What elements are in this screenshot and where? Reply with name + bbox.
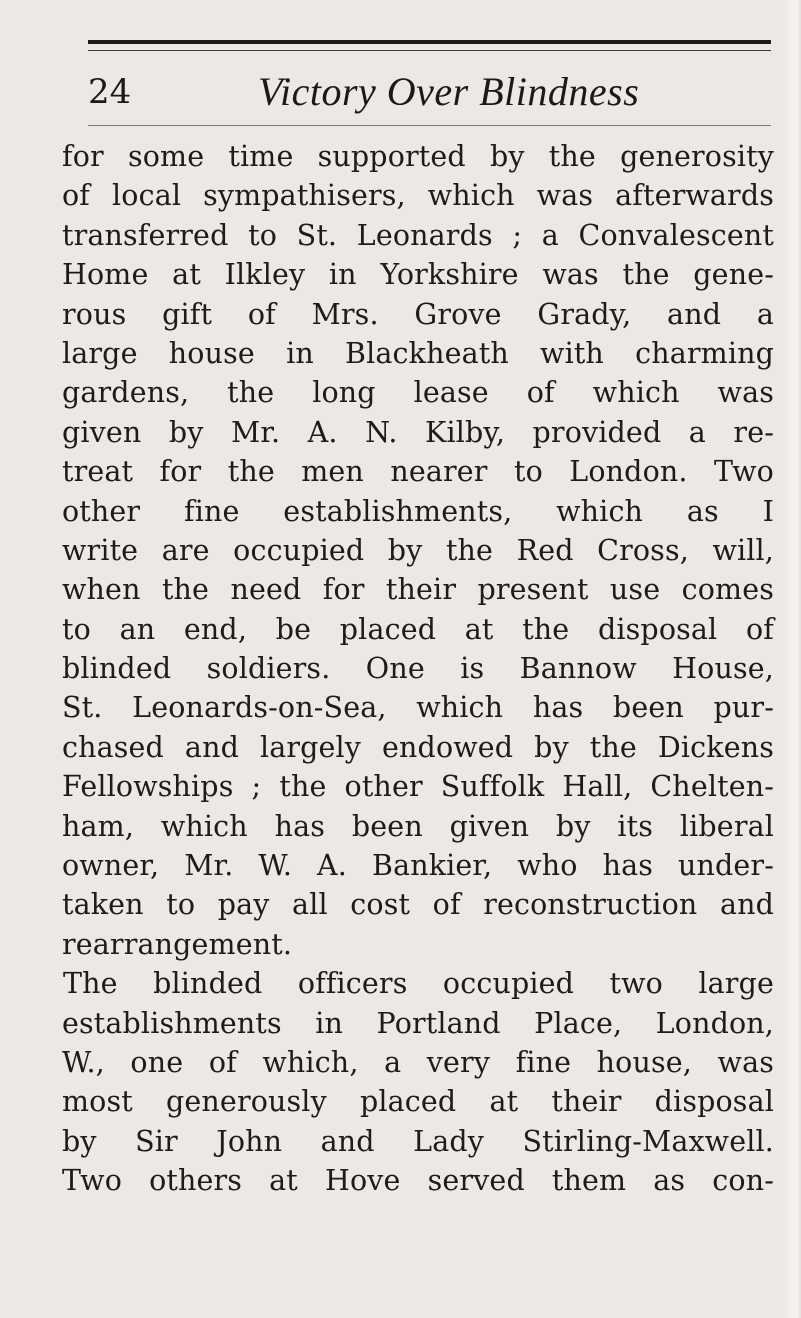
text-line: for some time supported by the generosity	[62, 140, 774, 173]
running-title: Victory Over Blindness	[258, 69, 640, 114]
text-line: gardens, the long lease of which was	[62, 376, 774, 410]
top-rule-thin	[88, 50, 771, 51]
text-line: other fine establishments, which as I	[62, 494, 774, 528]
text-line: W., one of which, a very fine house, was	[62, 1045, 774, 1079]
text-line: rearrangement.	[62, 927, 293, 961]
text-line: by Sir John and Lady Stirling-Maxwell.	[62, 1124, 774, 1158]
top-rule-thick	[88, 40, 771, 44]
text-line: when the need for their present use comes	[62, 573, 774, 607]
text-line: chased and largely endowed by the Dickens	[62, 730, 774, 764]
text-line: of local sympathisers, which was afterwards	[62, 179, 774, 213]
text-line: St. Leonards-on-Sea, which has been pur-	[62, 691, 774, 725]
text-line: owner, Mr. W. A. Bankier, who has under-	[62, 849, 774, 883]
text-line: establishments in Portland Place, London,	[62, 1006, 774, 1040]
text-line: Home at Ilkley in Yorkshire was the gene-	[62, 258, 774, 292]
text-line: most generously placed at their disposal	[62, 1085, 774, 1119]
running-header	[88, 70, 771, 120]
body-text	[62, 137, 774, 1201]
text-line: Two others at Hove served them as con-	[62, 1164, 774, 1198]
text-line: to an end, be placed at the disposal of	[62, 612, 774, 646]
text-line: taken to pay all cost of reconstruction and	[62, 888, 774, 922]
header-rule	[88, 125, 771, 126]
text-line: The blinded officers occupied two large	[63, 967, 774, 1001]
text-line: transferred to St. Leonards ; a Convalescent	[62, 218, 774, 252]
text-line: write are occupied by the Red Cross, will,	[62, 533, 774, 567]
text-line: given by Mr. A. N. Kilby, provided a re-	[62, 415, 774, 449]
text-line: ham, which has been given by its liberal	[62, 809, 774, 843]
text-line: blinded soldiers. One is Bannow House,	[62, 652, 774, 686]
page-edge	[787, 0, 801, 1318]
text-line: large house in Blackheath with charming	[62, 336, 774, 370]
page-number: 24	[88, 72, 132, 112]
text-line: Fellowships ; the other Suffolk Hall, Chelten-	[62, 770, 774, 804]
text-line: rous gift of Mrs. Grove Grady, and a	[62, 297, 774, 331]
text-line: treat for the men nearer to London. Two	[62, 455, 774, 489]
